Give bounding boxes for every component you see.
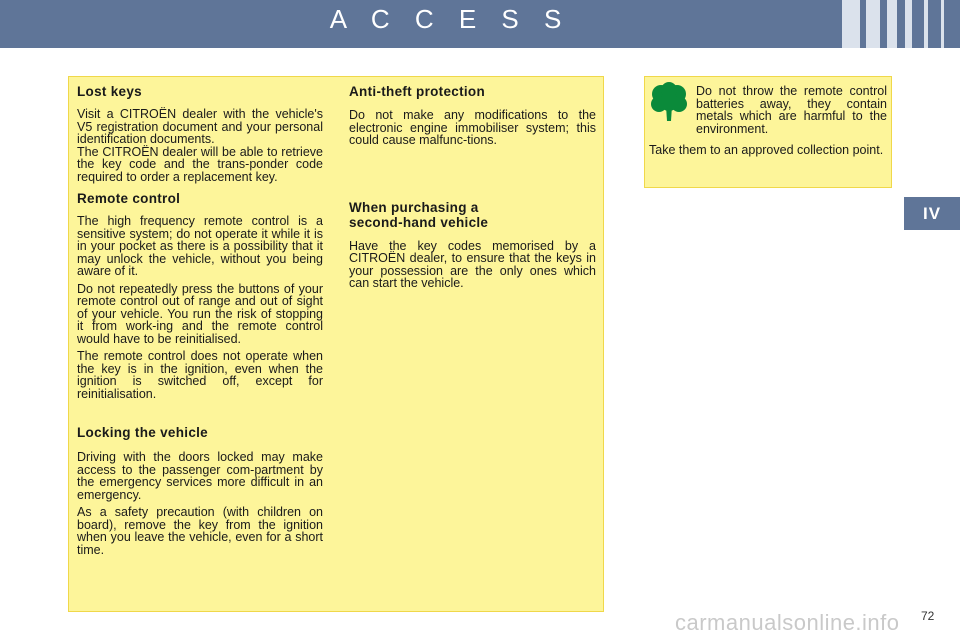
header-stripe [866, 0, 880, 48]
locking-text-1: Driving with the doors locked may make access to the passenger com-partment by the emergency services more difficult in an emergency. [77, 450, 323, 502]
header-stripe [887, 0, 897, 48]
second-hand-heading: When purchasing a second-hand vehicle [349, 199, 489, 230]
watermark: carmanualsonline.info [675, 610, 900, 635]
environment-note [649, 85, 887, 157]
page-number: 72 [921, 609, 935, 623]
environment-text-2: Take them to an approved collection point. [649, 143, 884, 157]
header-stripe [941, 0, 944, 48]
remote-control-heading: Remote control [77, 191, 181, 206]
lost-keys-text-2: The CITROËN dealer will be able to retrieve the key code and the trans-ponder code required to order a replacement key. [77, 144, 323, 184]
anti-theft-heading: Anti-theft protection [349, 84, 486, 99]
remote-control-text-2: Do not repeatedly press the buttons of your remote control out of range and out of sight of your vehicle. You run the risk of stopping it from work-ing and the remote control would have to be reinitialised. [77, 281, 323, 346]
environment-text-1: Do not throw the remote control batteries away, they contain metals which are harmful to the environment. [696, 84, 887, 136]
left-column [77, 84, 323, 556]
page-title: A C C E S S [329, 4, 571, 34]
chapter-tab[interactable]: IV [904, 197, 960, 230]
header-bar [0, 0, 960, 48]
second-hand-text: Have the key codes memorised by a CITROËN dealer, to ensure that the keys in your possession are the only ones which can start the vehicle. [349, 238, 596, 290]
anti-theft-text: Do not make any modifications to the electronic engine immobiliser system; this could cause malfunc-tions. [349, 108, 596, 147]
remote-control-text-3: The remote control does not operate when the key is in the ignition, even when the ignition is switched off, except for reinitialisation. [77, 349, 323, 401]
right-column [349, 84, 596, 290]
remote-control-text-1: The high frequency remote control is a sensitive system; do not operate it while it is in your pocket as there is a possibility that it may unlock the vehicle, without you being aware of it. [77, 214, 323, 278]
lost-keys-heading: Lost keys [77, 84, 142, 99]
locking-heading: Locking the vehicle [77, 425, 208, 440]
header-stripe [924, 0, 928, 48]
locking-text-2: As a safety precaution (with children on board), remove the key from the ignition when you leave the vehicle, even for a short time. [77, 505, 323, 557]
header-stripe [842, 0, 860, 48]
lost-keys-text-1: Visit a CITROËN dealer with the vehicle's V5 registration document and your personal identification documents. [77, 107, 323, 146]
header-stripe [905, 0, 912, 48]
